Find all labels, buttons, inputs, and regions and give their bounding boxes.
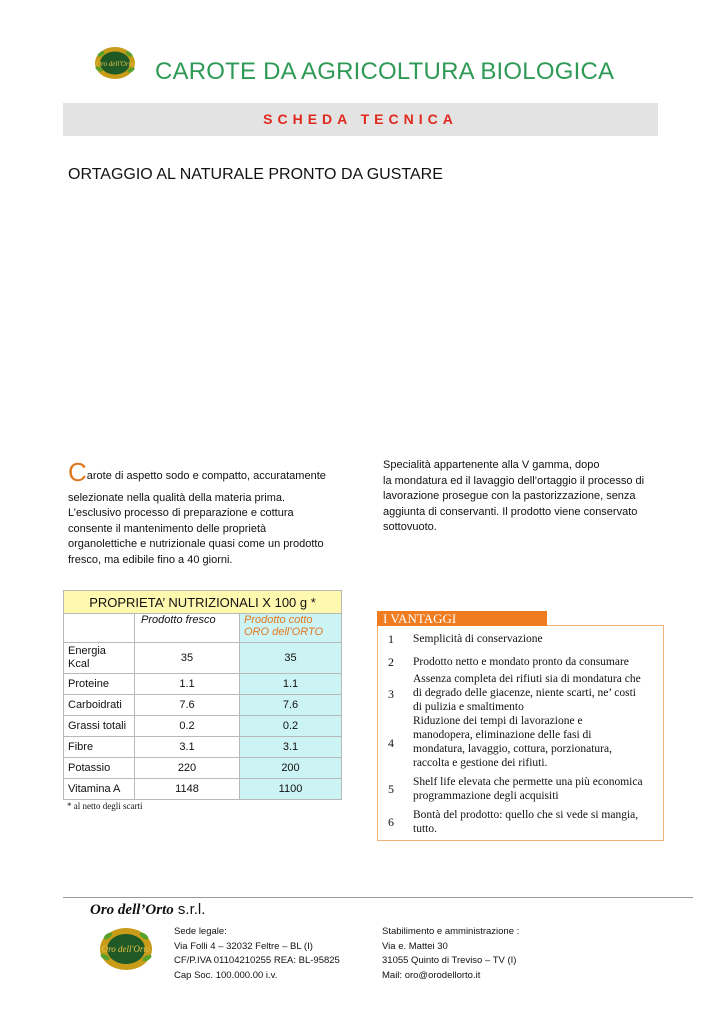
footer-email[interactable]: Mail: oro@orodellorto.it xyxy=(382,969,481,981)
company-brand: Oro dell’Orto xyxy=(90,902,174,918)
table-row xyxy=(64,643,342,674)
row-label-2: Kcal xyxy=(68,658,90,670)
company-name xyxy=(90,901,205,919)
nutrition-heading: PROPRIETA’ NUTRIZIONALI X 100 g * xyxy=(64,591,342,614)
row-label: Potassio xyxy=(64,758,135,779)
advantage-line: mondatura, lavaggio, cottura, porzionatura, xyxy=(413,743,612,755)
desc-right-line: Specialità appartenente alla V gamma, dopo xyxy=(383,459,600,471)
footer-line: Via e. Mattei 30 xyxy=(382,940,448,952)
desc-right-line: la mondatura ed il lavaggio dell’ortaggio il processo di xyxy=(383,474,645,487)
advantage-item xyxy=(413,672,663,714)
value-cooked: 3.1 xyxy=(240,737,342,758)
section-band xyxy=(63,103,658,136)
advantage-item xyxy=(413,632,663,646)
desc-left-line: fresco, ma edibile fino a 40 giorni. xyxy=(68,553,233,566)
footer-line: CF/P.IVA 01104210255 REA: BL-95825 xyxy=(174,955,340,967)
desc-left-line: arote di aspetto sodo e compatto, accuratamente xyxy=(86,470,326,482)
oro-dell-orto-logo xyxy=(93,45,137,81)
value-fresh: 7.6 xyxy=(135,695,240,716)
desc-left-line: consente il mantenimento delle proprietà xyxy=(68,522,267,535)
value-cooked: 1100 xyxy=(240,779,342,800)
value-cooked: 1.1 xyxy=(240,674,342,695)
value-cooked: 200 xyxy=(240,758,342,779)
footer-line: Stabilimento e amministrazione : xyxy=(382,926,520,937)
row-label: Energia xyxy=(68,645,106,657)
value-cooked: 0.2 xyxy=(240,716,342,737)
desc-left-line: L’esclusivo processo di preparazione e cottura xyxy=(68,507,294,520)
company-suffix: s.r.l. xyxy=(173,901,206,918)
oro-dell-orto-logo xyxy=(98,925,154,973)
advantage-line: Shelf life elevata che permette una più economica xyxy=(413,776,643,788)
advantage-number: 3 xyxy=(388,687,394,701)
advantage-line: Riduzione dei tempi di lavorazione e xyxy=(413,715,583,727)
advantage-item xyxy=(413,655,663,669)
value-fresh: 1.1 xyxy=(135,674,240,695)
desc-right-line: aggiunta di conservanti. Il prodotto viene conservato xyxy=(383,505,638,518)
row-label: Carboidrati xyxy=(64,695,135,716)
table-row xyxy=(64,674,342,695)
advantage-line: tutto. xyxy=(413,823,437,835)
logo-text: Oro dell'Orto xyxy=(101,944,151,954)
advantage-item xyxy=(413,808,663,836)
advantage-line: manodopera, eliminazione delle fasi di xyxy=(413,729,592,741)
table-row xyxy=(64,716,342,737)
drop-cap: C xyxy=(68,457,87,487)
advantage-item xyxy=(413,714,663,770)
table-row xyxy=(64,779,342,800)
advantages-heading: I VANTAGGI xyxy=(377,611,547,626)
value-fresh: 1148 xyxy=(135,779,240,800)
row-label: Vitamina A xyxy=(64,779,135,800)
cooked-line-1: Prodotto cotto xyxy=(244,614,313,626)
advantage-line: di pulizia e smaltimento xyxy=(413,701,524,713)
table-header-fresh: Prodotto fresco xyxy=(135,614,240,643)
advantage-number: 4 xyxy=(388,736,394,750)
advantage-line: di degrado delle giacenze, niente scarti, ne’ costi xyxy=(413,687,636,699)
advantage-line: Semplicità di conservazione xyxy=(413,633,543,645)
desc-left-line: selezionate nella qualità della materia prima. xyxy=(68,491,286,504)
value-cooked: 7.6 xyxy=(240,695,342,716)
table-row xyxy=(64,758,342,779)
advantage-number: 5 xyxy=(388,782,394,796)
footer-line: 31055 Quinto di Treviso – TV (I) xyxy=(382,955,517,967)
advantage-line: Prodotto netto e mondato pronto da consumare xyxy=(413,656,629,668)
desc-right-line: lavorazione prosegue con la pastorizzazione, senza xyxy=(383,490,636,503)
advantage-line: Assenza completa dei rifiuti sia di mondatura che xyxy=(413,673,641,685)
row-label: Proteine xyxy=(64,674,135,695)
table-header-empty xyxy=(64,614,135,643)
cooked-line-2: ORO dell’ORTO xyxy=(244,626,324,638)
value-fresh: 220 xyxy=(135,758,240,779)
table-header-cooked xyxy=(240,614,342,643)
description-left xyxy=(68,457,358,569)
advantage-number: 2 xyxy=(388,655,394,669)
row-label: Grassi totali xyxy=(64,716,135,737)
table-row xyxy=(64,695,342,716)
advantage-line: programmazione degli acquisiti xyxy=(413,790,559,802)
row-label: Fibre xyxy=(64,737,135,758)
footer-line: Sede legale: xyxy=(174,926,227,937)
advantage-line: Bontà del prodotto: quello che si vede si mangia, xyxy=(413,809,639,821)
advantage-item xyxy=(413,775,663,803)
footer-line: Cap Soc. 100.000.00 i.v. xyxy=(174,969,278,981)
nutrition-table xyxy=(63,590,342,800)
footer-divider xyxy=(63,897,693,898)
footer-plant-address xyxy=(382,925,519,983)
advantage-number: 6 xyxy=(388,815,394,829)
value-cooked: 35 xyxy=(240,643,342,674)
band-label: SCHEDA TECNICA xyxy=(263,111,458,127)
table-row xyxy=(64,737,342,758)
advantage-line: raccolta e gestione dei rifiuti. xyxy=(413,757,548,769)
product-subtitle: ORTAGGIO AL NATURALE PRONTO DA GUSTARE xyxy=(68,166,443,183)
advantage-number: 1 xyxy=(388,632,394,646)
logo-text: Oro dell'Orto xyxy=(96,60,134,68)
table-footnote: * al netto degli scarti xyxy=(67,801,143,811)
description-right xyxy=(383,458,673,536)
value-fresh: 35 xyxy=(135,643,240,674)
page-title: CAROTE DA AGRICOLTURA BIOLOGICA xyxy=(155,58,615,85)
footer-legal-address xyxy=(174,925,340,983)
desc-left-line: organolettiche e nutrizionale quasi come un prodotto xyxy=(68,538,324,551)
value-fresh: 3.1 xyxy=(135,737,240,758)
footer-line: Via Folli 4 – 32032 Feltre – BL (I) xyxy=(174,940,313,952)
value-fresh: 0.2 xyxy=(135,716,240,737)
desc-right-line: sottovuoto. xyxy=(383,521,437,534)
